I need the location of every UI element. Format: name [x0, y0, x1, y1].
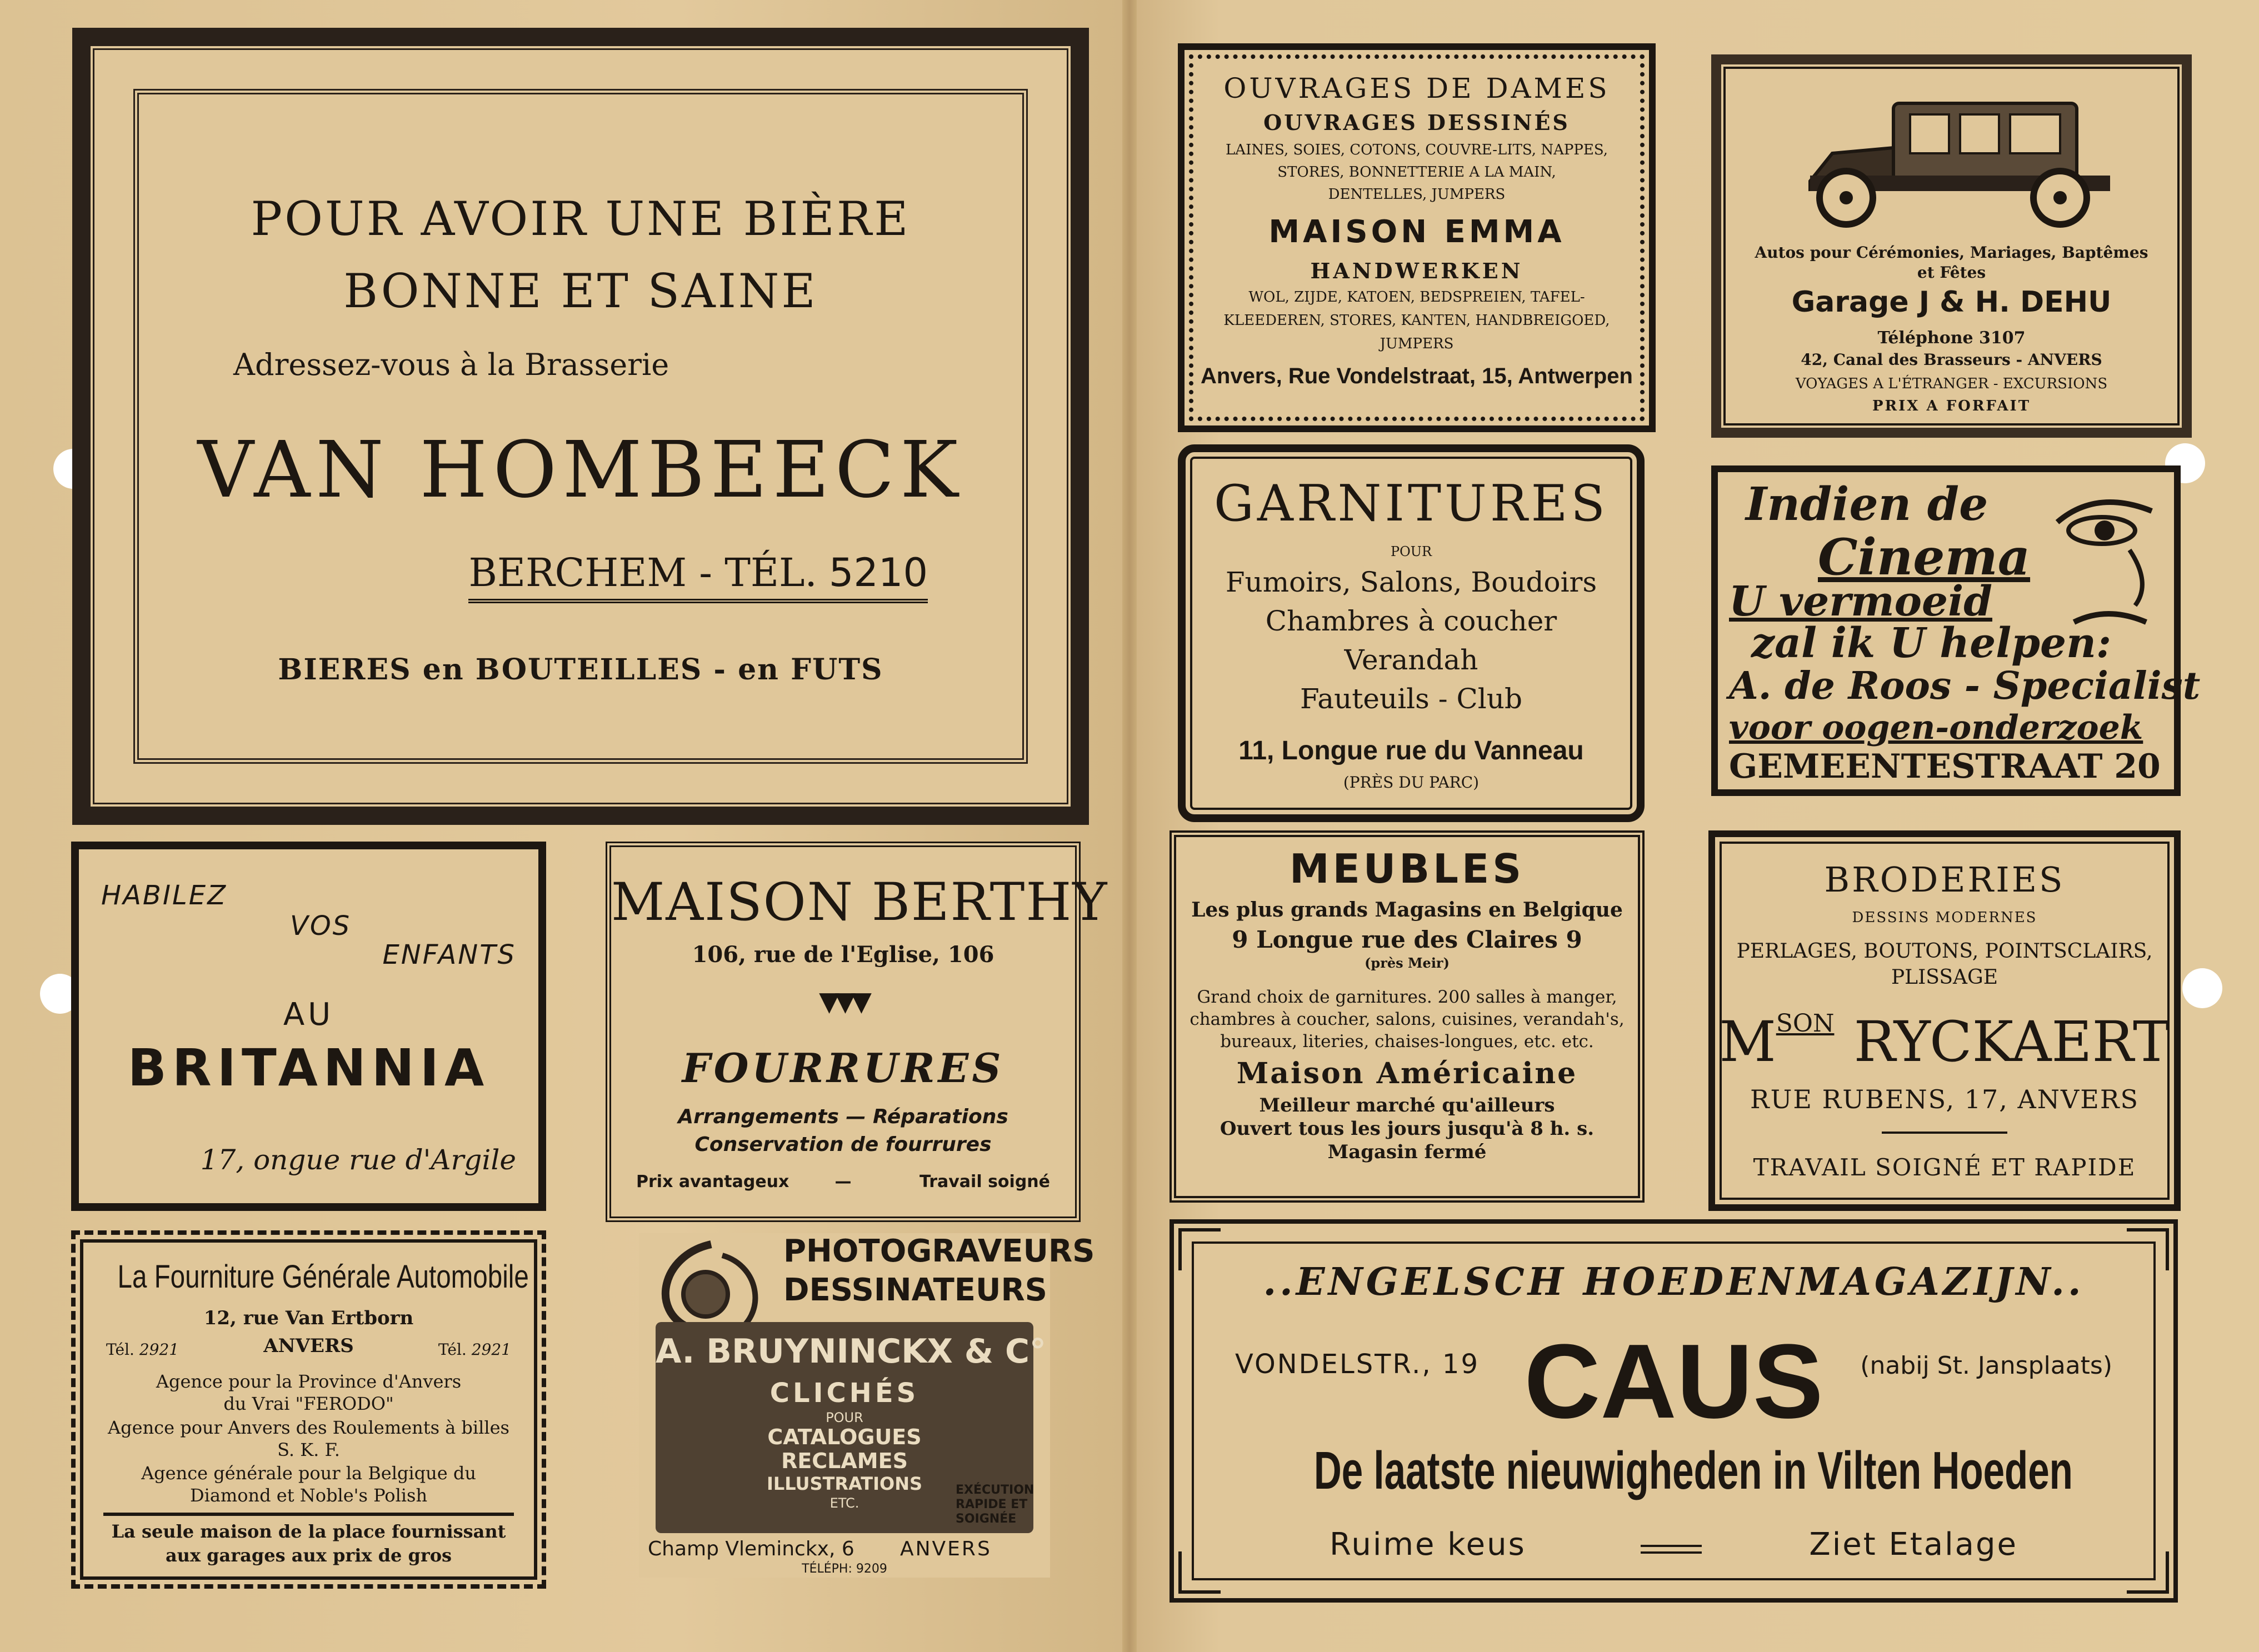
- item-4: Fauteuils - Club: [1300, 683, 1522, 715]
- ad-van-hombeeck: [72, 28, 1089, 825]
- script-line-1: Indien de: [1746, 478, 1988, 531]
- ad-bruyninckx: [639, 1233, 1095, 1578]
- footer-right: Travail soigné: [919, 1172, 1050, 1192]
- agency-line-4: S. K. F.: [277, 1439, 340, 1460]
- tel-number: 2921: [471, 1340, 511, 1359]
- goods-line-4: WOL, ZIJDE, KATOEN, BEDSPREIEN, TAFEL-: [1248, 289, 1585, 306]
- store-address: 9 Longue rue des Claires 9: [1232, 926, 1582, 953]
- service-3: ILLUSTRATIONS: [766, 1473, 923, 1494]
- ad-garage-dehu: [1711, 54, 2192, 438]
- divider: [103, 1513, 514, 1516]
- goods-line-6: JUMPERS: [1380, 336, 1454, 352]
- agency-line-1: Agence pour la Province d'Anvers: [156, 1371, 462, 1392]
- cliches-label: CLICHÉS: [769, 1378, 919, 1409]
- goods-line-5: KLEEDEREN, STORES, KANTEN, HANDBREIGOED,: [1223, 312, 1610, 329]
- services-line-2: PLISSAGE: [1891, 966, 1998, 989]
- ad-van-hombeeck-panel: [133, 89, 1028, 764]
- goods-line-3: DENTELLES, JUMPERS: [1328, 186, 1506, 203]
- logo-mark-icon: ▼▼▼: [819, 986, 867, 1017]
- store-name: Maison Américaine: [1236, 1057, 1578, 1090]
- intro-text: Adressez-vous à la Brasserie: [233, 347, 669, 382]
- ad-britannia: [71, 842, 546, 1211]
- garage-name: Garage J & H. DEHU: [1791, 286, 2112, 319]
- stock-line-2: chambres à coucher, salons, cuisines, verandah's,: [1190, 1009, 1625, 1029]
- ad-maison-emma: [1178, 43, 1656, 432]
- footer-separator: —: [834, 1172, 852, 1192]
- store-name: La Fourniture Générale Automobile: [117, 1259, 529, 1295]
- bottles-line: BIERES en BOUTEILLES - en FUTS: [278, 653, 883, 687]
- location-line: [468, 550, 928, 603]
- store-address: RUE RUBENS, 17, ANVERS: [1750, 1084, 2139, 1114]
- footer-left: Ruime keus: [1330, 1526, 1526, 1563]
- script-line-2: Cinema: [1818, 528, 2031, 587]
- slogan: De laatste nieuwigheden in Vilten Hoeden: [1313, 1441, 2073, 1500]
- item-2: Chambres à coucher: [1265, 605, 1557, 637]
- footer-right: Ziet Etalage: [1809, 1526, 2018, 1563]
- footer-line: TRAVAIL SOIGNÉ ET RAPIDE: [1753, 1154, 2136, 1181]
- service-4: ETC.: [829, 1495, 859, 1511]
- store-name: BRITANNIA: [127, 1038, 490, 1098]
- ad-caus-hoedenmagazijn: [1170, 1219, 2178, 1603]
- services-line-1: Autos pour Cérémonies, Mariages, Baptêmes: [1755, 243, 2148, 262]
- location-text: BERCHEM - TÉL.: [468, 550, 817, 595]
- address-note: (PRÈS DU PARC): [1343, 773, 1480, 792]
- garage-address: 42, Canal des Brasseurs - ANVERS: [1801, 351, 2102, 369]
- tagline-3: SOIGNÉE: [956, 1512, 1017, 1526]
- tel-number: 2921: [139, 1340, 179, 1359]
- headline-3: HANDWERKEN: [1310, 258, 1523, 283]
- service-line-2: Conservation de fourrures: [694, 1133, 992, 1156]
- services-line-2: et Fêtes: [1917, 263, 1986, 282]
- tagline: Les plus grands Magasins en Belgique: [1191, 898, 1623, 922]
- store-name: [1715, 1009, 2174, 1074]
- company-name: A. BRUYNINCKX & C°: [656, 1332, 1047, 1371]
- trade-line-1: PHOTOGRAVEURS: [783, 1233, 1095, 1269]
- footer-left: Prix avantageux: [636, 1172, 789, 1192]
- divider: [1641, 1545, 1702, 1554]
- item-1: Fumoirs, Salons, Boudoirs: [1225, 566, 1597, 598]
- slogan-4: AU: [283, 997, 334, 1033]
- ad-meubles: [1170, 830, 1645, 1203]
- trade-line-2: DESSINATEURS: [783, 1272, 1047, 1308]
- name-prefix-sup: SON: [1776, 1009, 1835, 1038]
- tagline-2: RAPIDE ET: [956, 1498, 1028, 1511]
- page-gutter: [1122, 0, 1137, 1652]
- service-2: RECLAMES: [781, 1449, 908, 1473]
- ad-garnitures: [1178, 444, 1645, 822]
- store-address: 106, rue de l'Eglise, 106: [692, 942, 994, 968]
- headline: GARNITURES: [1214, 474, 1608, 533]
- ad-fourniture-automobile: [71, 1230, 546, 1589]
- script-line-7: GEMEENTESTRAAT 20: [1729, 747, 2161, 786]
- subheading: DESSINS MODERNES: [1852, 909, 2037, 926]
- corner-ornament-icon: [1178, 1551, 1221, 1594]
- headline-2: OUVRAGES DESSINÉS: [1263, 110, 1570, 135]
- store-address: Anvers, Rue Vondelstraat, 15, Antwerpen: [1201, 364, 1633, 388]
- headline: MEUBLES: [1289, 845, 1525, 892]
- garage-telephone: Téléphone 3107: [1877, 328, 2026, 348]
- address-note: (nabij St. Jansplaats): [1860, 1351, 2112, 1380]
- script-line-5: A. de Roos - Specialist: [1729, 664, 2201, 708]
- tagline-1: EXÉCUTION: [956, 1483, 1034, 1497]
- divider: [1882, 1132, 2007, 1134]
- company-city: ANVERS: [900, 1538, 992, 1560]
- info-line-3: Magasin fermé: [1327, 1141, 1487, 1163]
- footer-line-1: La seule maison de la place fournissant: [111, 1521, 506, 1542]
- tel-label: Tél.: [106, 1340, 134, 1359]
- slogan-1: HABILEZ: [101, 880, 227, 911]
- headline-1: POUR AVOIR UNE BIÈRE: [251, 192, 911, 246]
- script-line-6: voor oogen-onderzoek: [1729, 708, 2143, 747]
- info-line-2: Ouvert tous les jours jusqu'à 8 h. s.: [1220, 1118, 1595, 1140]
- stock-line-1: Grand choix de garnitures. 200 salles à manger,: [1197, 987, 1617, 1007]
- agency-line-2: du Vrai "FERODO": [223, 1393, 394, 1414]
- store-address: 11, Longue rue du Vanneau: [1238, 736, 1584, 765]
- agency-line-5: Agence générale pour la Belgique du: [141, 1463, 476, 1484]
- ad-indien-de-cinema: [1711, 465, 2201, 796]
- store-name: CAUS: [1524, 1323, 1823, 1440]
- telephone-right: [438, 1340, 511, 1359]
- company-address: Champ Vleminckx, 6: [648, 1538, 854, 1560]
- ad-maison-berthy: [606, 842, 1108, 1222]
- store-address: 17, ongue rue d'Argile: [200, 1144, 516, 1176]
- tel-label: Tél.: [438, 1340, 467, 1359]
- store-city: ANVERS: [263, 1335, 354, 1357]
- pour-label: POUR: [1390, 544, 1432, 559]
- service-1: CATALOGUES: [767, 1425, 922, 1449]
- headline: BRODERIES: [1824, 859, 2065, 900]
- services-line-4: PRIX A FORFAIT: [1872, 398, 2031, 414]
- pour-label: POUR: [826, 1410, 863, 1425]
- stock-line-3: bureaux, literies, chaises-longues, etc. etc.: [1220, 1032, 1594, 1052]
- services-line-1: PERLAGES, BOUTONS, POINTSCLAIRS,: [1736, 940, 2153, 963]
- slogan-3: ENFANTS: [382, 939, 516, 970]
- telephone-number: 5210: [828, 550, 928, 595]
- store-name: MAISON EMMA: [1268, 214, 1565, 250]
- script-line-4: zal ik U helpen:: [1751, 619, 2112, 667]
- headline-1: OUVRAGES DE DAMES: [1223, 72, 1610, 104]
- service-line-1: Arrangements — Réparations: [678, 1105, 1008, 1128]
- brewery-name: VAN HOMBEECK: [197, 425, 964, 515]
- corner-ornament-icon: [2127, 1551, 2169, 1594]
- item-3: Verandah: [1344, 644, 1478, 676]
- goods-line-1: LAINES, SOIES, COTONS, COUVRE-LITS, NAPPES,: [1226, 142, 1608, 158]
- name-main: RYCKAERT: [1853, 1009, 2170, 1074]
- agency-line-6: Diamond et Noble's Polish: [189, 1485, 428, 1506]
- ad-broderies: [1708, 830, 2181, 1211]
- fur-title: FOURRURES: [682, 1044, 1004, 1092]
- store-address: 12, rue Van Ertborn: [203, 1307, 414, 1329]
- headline-2: BONNE ET SAINE: [343, 264, 818, 318]
- headline: ..ENGELSCH HOEDENMAGAZIJN..: [1263, 1260, 2085, 1304]
- address-note: (près Meir): [1365, 955, 1450, 971]
- name-prefix: M: [1719, 1009, 1776, 1074]
- goods-line-2: STORES, BONNETTERIE A LA MAIN,: [1277, 164, 1556, 181]
- agency-line-3: Agence pour Anvers des Roulements à billes: [108, 1417, 509, 1438]
- info-line-1: Meilleur marché qu'ailleurs: [1259, 1094, 1555, 1117]
- script-line-3: U vermoeid: [1729, 578, 1992, 625]
- footer-line-2: aux garages aux prix de gros: [165, 1545, 452, 1566]
- company-telephone: TÉLÉPH: 9209: [802, 1562, 887, 1576]
- slogan-2: VOS: [290, 910, 352, 942]
- services-line-3: VOYAGES A L'ÉTRANGER - EXCURSIONS: [1795, 376, 2108, 392]
- automobile-icon: [1799, 92, 2121, 231]
- store-name: MAISON BERTHY: [611, 872, 1108, 933]
- punch-hole: [2182, 968, 2222, 1008]
- store-address: VONDELSTR., 19: [1235, 1349, 1480, 1380]
